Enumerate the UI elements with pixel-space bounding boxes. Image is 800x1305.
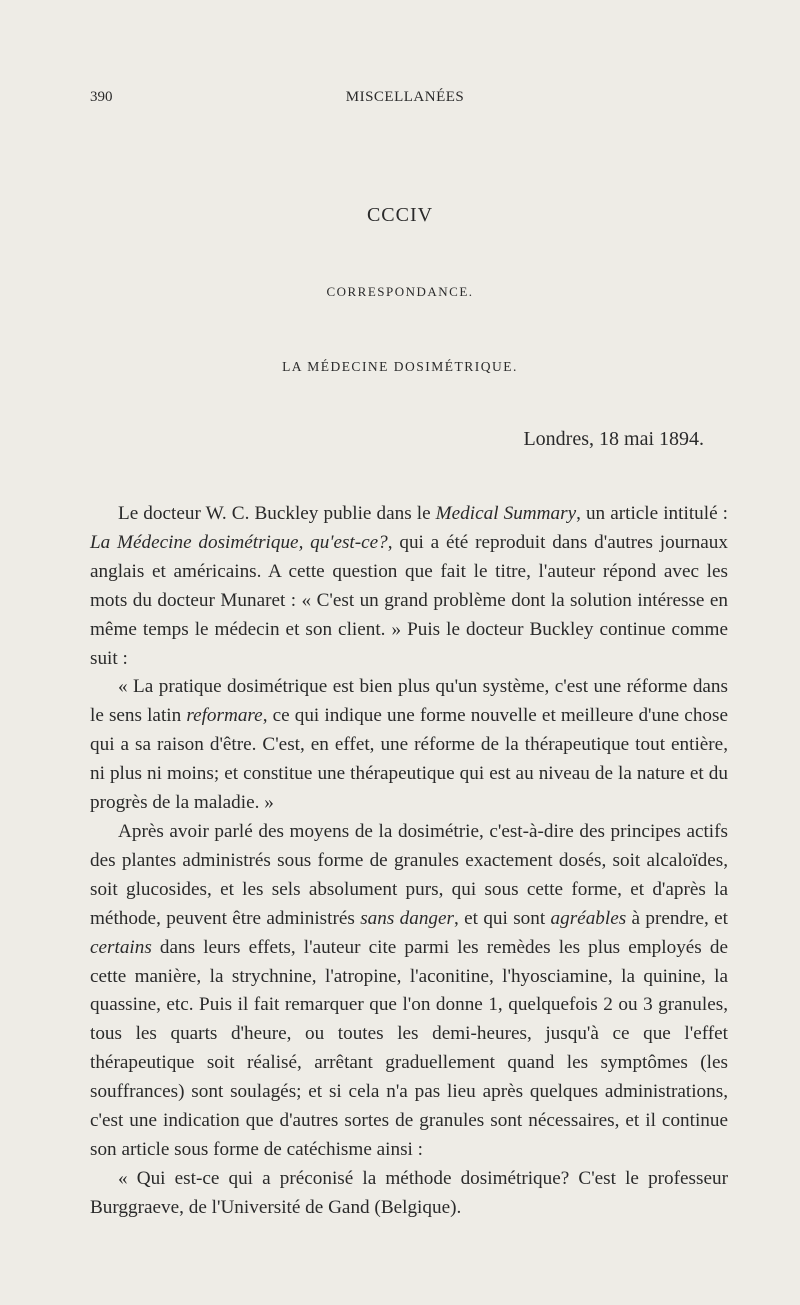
paragraph-text: dans leurs effets, l'auteur cite parmi les remèdes les plus employés de cette manière, la strychnine, l'atropine, l'aconitine, l'hyosciamine, la quinine, la quassine, etc. Puis il fait remarquer que l'on donne 1, quelquefois 2 ou 3 granules, tous les quarts d'heure, ou toutes les demi-heures, jusqu'à ce que l'effet thérapeutique soit réalisé, arrêtant graduellement quand les symptômes (les souffrances) sont soulagés; et si cela n'a pas lieu après quelques administrations, c'est une indication que d'autres sortes de granules sont nécessaires, et il continue son article sous forme de catéchisme ainsi : bbox=[90, 936, 728, 1160]
dateline: Londres, 18 mai 1894. bbox=[523, 428, 704, 450]
paragraph-text: , un article intitulé : bbox=[576, 503, 728, 524]
paragraph-1 bbox=[90, 500, 728, 673]
paragraph-4: « Qui est-ce qui a préconisé la méthode dosimétrique? C'est le professeur Burggraeve, de l'Université de Gand (Belgique). bbox=[90, 1167, 728, 1218]
emphasis-sans-danger: sans danger bbox=[360, 907, 455, 929]
chapter-number: CCCIV bbox=[366, 204, 434, 226]
emphasis-certains: certains bbox=[90, 936, 152, 958]
paragraph-text: « La pratique dosimétrique est bien plus qu'un système, c'est une réforme dans le sens latin bbox=[90, 676, 728, 727]
section-heading: CORRESPONDANCE. bbox=[326, 284, 474, 299]
body-text bbox=[90, 500, 728, 1223]
paragraph-text: , qui a été reproduit dans d'autres journaux anglais et américains. A cette question que fait le titre, l'auteur répond avec les mots du docteur Munaret : « C'est un grand problème dont la solution intéresse en même temps le médecin et son client. » Puis le docteur Buckley continue comme suit : bbox=[90, 531, 728, 669]
journal-name: Medical Summary bbox=[435, 503, 577, 524]
paragraph-3 bbox=[90, 818, 728, 1165]
paragraph-text: Après avoir parlé des moyens de la dosimétrie, c'est-à-dire des principes actifs des plantes administrés sous forme de granules exactement dosés, soit alcaloïdes, soit glucosides, et les sels absolument purs, qui sous cette forme, et d'après la méthode, peuvent être administrés bbox=[90, 820, 728, 929]
latin-word: reformare bbox=[186, 705, 263, 727]
running-title: MISCELLANÉES bbox=[345, 89, 465, 105]
paragraph-text: à prendre, et bbox=[626, 907, 728, 929]
running-head bbox=[90, 89, 720, 113]
paragraph-2 bbox=[90, 673, 728, 818]
page-number: 390 bbox=[90, 89, 113, 105]
paragraph-text: , ce qui indique une forme nouvelle et meilleure d'une chose qui a sa raison d'être. C'est, en effet, une réforme de la thérapeutique tout entière, ni plus ni moins; et constitue une thérapeutique qui est au niveau de la nature et du progrès de la maladie. » bbox=[90, 705, 728, 814]
paragraph-text: , et qui sont bbox=[454, 907, 551, 929]
paragraph-text: Le docteur W. C. Buckley publie dans le bbox=[118, 503, 436, 524]
cited-article-title: La Médecine dosimétrique, qu'est-ce? bbox=[90, 531, 388, 553]
article-title: LA MÉDECINE DOSIMÉTRIQUE. bbox=[282, 359, 518, 374]
emphasis-agreables: agréables bbox=[550, 907, 627, 929]
